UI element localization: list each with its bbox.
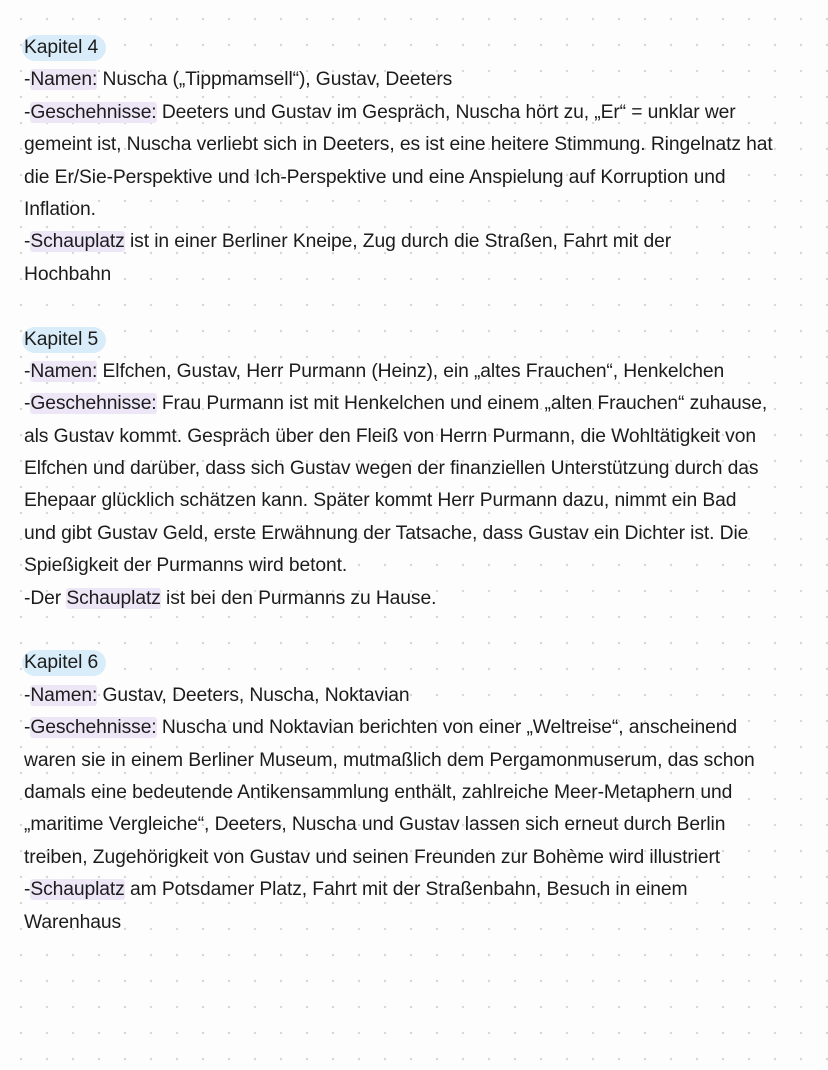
notes-page <box>24 32 824 939</box>
note-line <box>24 680 824 712</box>
line-text: „maritime Vergleiche“, Deeters, Nuscha und Gustav lassen sich erneut durch Berlin <box>24 814 726 836</box>
line-prefix: - <box>24 69 31 91</box>
chapter-heading-line <box>24 32 824 64</box>
line-text: treiben, Zugehörigkeit von Gustav und seinen Freunden zur Bohème wird illustriert <box>24 846 721 868</box>
field-label: Geschehnisse: <box>30 393 157 415</box>
line-text: waren sie in einem Berliner Museum, mutmaßlich dem Pergamonmuserum, das schon <box>24 749 755 771</box>
line-text: als Gustav kommt. Gespräch über den Fleiß von Herrn Purmann, die Wohltätigkeit von <box>24 425 756 447</box>
line-prefix: - <box>24 360 31 382</box>
chapter-heading: Kapitel 5 <box>22 327 106 353</box>
note-line <box>24 907 824 939</box>
chapter-heading-line <box>24 647 824 679</box>
note-line <box>24 712 824 744</box>
note-line <box>24 162 824 194</box>
line-text: und gibt Gustav Geld, erste Erwähnung der Tatsache, dass Gustav ein Dichter ist. Die <box>24 522 749 544</box>
note-line <box>24 421 824 453</box>
note-line <box>24 356 824 388</box>
note-line <box>24 226 824 258</box>
line-text: Gustav, Deeters, Nuscha, Noktavian <box>97 684 410 706</box>
line-text: Deeters und Gustav im Gespräch, Nuscha hört zu, „Er“ = unklar wer <box>156 101 736 123</box>
line-text: Nuscha („Tippmamsell“), Gustav, Deeters <box>97 69 453 91</box>
note-line <box>24 745 824 777</box>
field-label: Schauplatz <box>30 231 125 253</box>
line-prefix: - <box>24 393 31 415</box>
line-text: Elfchen und darüber, dass sich Gustav wegen der finanziellen Unterstützung durch das <box>24 458 759 480</box>
line-text: ist bei den Purmanns zu Hause. <box>160 587 437 609</box>
note-line <box>24 518 824 550</box>
chapter-section <box>24 647 824 939</box>
note-line <box>24 777 824 809</box>
note-line <box>24 842 824 874</box>
field-label: Namen: <box>30 684 98 706</box>
line-prefix: - <box>24 879 31 901</box>
note-line <box>24 97 824 129</box>
note-line <box>24 583 824 615</box>
note-line <box>24 194 824 226</box>
note-line <box>24 259 824 291</box>
note-line <box>24 129 824 161</box>
note-line <box>24 453 824 485</box>
line-text: damals eine bedeutende Antikensammlung enthält, zahlreiche Meer-Metaphern und <box>24 781 733 803</box>
chapter-section <box>24 324 824 616</box>
note-line <box>24 550 824 582</box>
field-label: Geschehnisse: <box>30 101 157 123</box>
chapter-heading: Kapitel 6 <box>22 650 106 676</box>
field-label: Geschehnisse: <box>30 717 157 739</box>
line-text: Spießigkeit der Purmanns wird betont. <box>24 555 348 577</box>
line-text: Frau Purmann ist mit Henkelchen und einem „alten Frauchen“ zuhause, <box>156 393 768 415</box>
note-line <box>24 64 824 96</box>
line-prefix: -Der <box>24 587 67 609</box>
line-text: Ehepaar glücklich schätzen kann. Später kommt Herr Purmann dazu, nimmt ein Bad <box>24 490 737 512</box>
note-line <box>24 809 824 841</box>
line-prefix: - <box>24 101 31 123</box>
chapter-section <box>24 32 824 291</box>
line-text: gemeint ist, Nuscha verliebt sich in Deeters, es ist eine heitere Stimmung. Ringelnatz hat <box>24 134 773 156</box>
blank-line <box>24 291 824 323</box>
line-text: ist in einer Berliner Kneipe, Zug durch die Straßen, Fahrt mit der <box>124 231 672 253</box>
note-line <box>24 388 824 420</box>
note-line <box>24 485 824 517</box>
note-line <box>24 874 824 906</box>
line-prefix: - <box>24 717 31 739</box>
chapter-heading: Kapitel 4 <box>22 35 106 61</box>
line-text: Warenhaus <box>24 911 121 933</box>
field-label: Namen: <box>30 69 98 91</box>
line-prefix: - <box>24 231 31 253</box>
field-label: Namen: <box>30 360 98 382</box>
line-text: am Potsdamer Platz, Fahrt mit der Straßenbahn, Besuch in einem <box>124 879 688 901</box>
line-text: Elfchen, Gustav, Herr Purmann (Heinz), ein „altes Frauchen“, Henkelchen <box>97 360 725 382</box>
chapter-heading-line <box>24 324 824 356</box>
field-label: Schauplatz <box>30 879 125 901</box>
field-label: Schauplatz <box>66 587 161 609</box>
line-text: Inflation. <box>24 198 96 220</box>
line-prefix: - <box>24 684 31 706</box>
line-text: Nuscha und Noktavian berichten von einer „Weltreise“, anscheinend <box>156 717 737 739</box>
line-text: die Er/Sie-Perspektive und Ich-Perspektive und eine Anspielung auf Korruption und <box>24 166 726 188</box>
blank-line <box>24 615 824 647</box>
line-text: Hochbahn <box>24 263 112 285</box>
